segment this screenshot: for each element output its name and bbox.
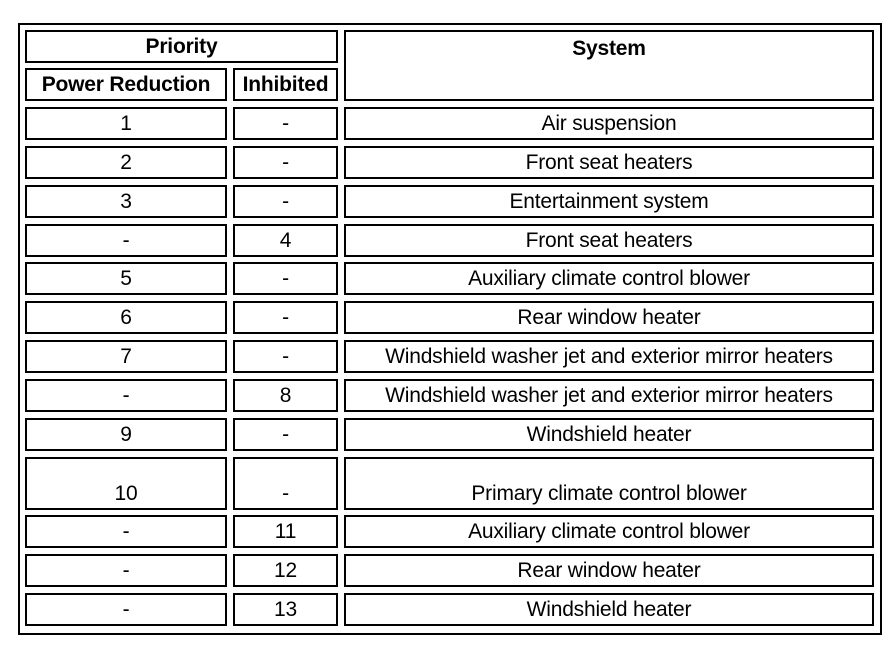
cell-power-reduction: 9 — [25, 418, 227, 451]
cell-system: Rear window heater — [344, 301, 874, 334]
cell-system: Windshield heater — [344, 593, 874, 626]
header-priority: Priority — [25, 30, 338, 63]
header-system: System — [344, 30, 874, 101]
cell-inhibited: 4 — [233, 224, 338, 257]
cell-inhibited: - — [233, 146, 338, 179]
cell-system: Air suspension — [344, 107, 874, 140]
cell-inhibited: - — [233, 418, 338, 451]
cell-power-reduction: 10 — [25, 457, 227, 510]
cell-inhibited: - — [233, 457, 338, 510]
cell-inhibited: - — [233, 340, 338, 373]
cell-power-reduction: 1 — [25, 107, 227, 140]
cell-power-reduction: - — [25, 224, 227, 257]
cell-inhibited: - — [233, 262, 338, 295]
header-power-reduction: Power Reduction — [25, 68, 227, 101]
cell-system: Windshield heater — [344, 418, 874, 451]
cell-inhibited: - — [233, 301, 338, 334]
cell-system: Entertainment system — [344, 185, 874, 218]
header-inhibited: Inhibited — [233, 68, 338, 101]
cell-power-reduction: 3 — [25, 185, 227, 218]
cell-system: Windshield washer jet and exterior mirror heaters — [344, 379, 874, 412]
cell-inhibited: 8 — [233, 379, 338, 412]
cell-inhibited: 11 — [233, 515, 338, 548]
cell-inhibited: - — [233, 107, 338, 140]
cell-system: Auxiliary climate control blower — [344, 262, 874, 295]
cell-system: Auxiliary climate control blower — [344, 515, 874, 548]
cell-power-reduction: 7 — [25, 340, 227, 373]
cell-inhibited: 13 — [233, 593, 338, 626]
cell-power-reduction: 6 — [25, 301, 227, 334]
cell-power-reduction: 2 — [25, 146, 227, 179]
cell-power-reduction: 5 — [25, 262, 227, 295]
cell-system: Rear window heater — [344, 554, 874, 587]
cell-inhibited: - — [233, 185, 338, 218]
cell-system: Front seat heaters — [344, 224, 874, 257]
cell-system: Windshield washer jet and exterior mirror heaters — [344, 340, 874, 373]
cell-inhibited: 12 — [233, 554, 338, 587]
cell-power-reduction: - — [25, 515, 227, 548]
cell-power-reduction: - — [25, 554, 227, 587]
cell-system: Front seat heaters — [344, 146, 874, 179]
cell-power-reduction: - — [25, 593, 227, 626]
cell-power-reduction: - — [25, 379, 227, 412]
cell-system: Primary climate control blower — [344, 457, 874, 510]
